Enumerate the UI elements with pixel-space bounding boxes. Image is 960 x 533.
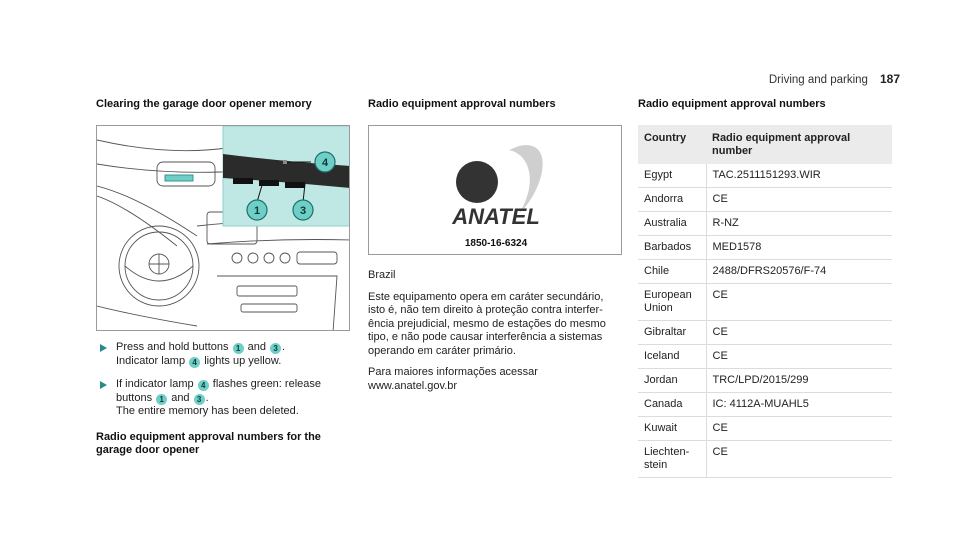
step2-result: The entire memory has been deleted. [116, 405, 299, 417]
button-1-badge: 1 [233, 343, 244, 354]
instruction-step-2 [96, 378, 350, 419]
cell-approval-number: TAC.2511151293.WIR [706, 164, 892, 188]
table-row [638, 321, 892, 345]
callout-4 [315, 152, 335, 172]
page-number: 187 [879, 72, 900, 86]
step1-line1: Press and hold buttons 1 and 3 . [116, 341, 286, 353]
cell-approval-number: CE [706, 441, 892, 478]
page-header [769, 72, 900, 86]
table-row [638, 345, 892, 369]
svg-text:1850-16-6324: 1850-16-6324 [464, 238, 528, 249]
car-interior-drawing [97, 126, 350, 331]
table-row [638, 369, 892, 393]
heading-approval-numbers-table: Radio equipment approval numbers [638, 98, 826, 110]
cell-country: Liechten-stein [638, 441, 706, 478]
button-3-badge: 3 [194, 394, 205, 405]
table-row [638, 417, 892, 441]
table-row [638, 260, 892, 284]
cell-country: Barbados [638, 236, 706, 260]
heading-clearing-memory: Clearing the garage door opener memory [96, 98, 312, 110]
table-header-row [638, 125, 892, 164]
cell-country: Chile [638, 260, 706, 284]
instruction-step-1 [96, 341, 350, 368]
cell-approval-number: CE [706, 321, 892, 345]
callout-3 [293, 200, 313, 220]
callout-1 [247, 200, 267, 220]
cell-approval-number: IC: 4112A-MUAHL5 [706, 393, 892, 417]
lamp-4-badge: 4 [189, 357, 200, 368]
cell-approval-number: CE [706, 345, 892, 369]
heading-approval-garage: Radio equipment approval numbers for the garage door opener [96, 430, 321, 456]
cell-country: Kuwait [638, 417, 706, 441]
garage-opener-illustration [96, 125, 350, 331]
cell-country: Jordan [638, 369, 706, 393]
button-3-badge: 3 [270, 343, 281, 354]
cell-approval-number: MED1578 [706, 236, 892, 260]
table-row [638, 441, 892, 478]
lamp-4-badge: 4 [198, 380, 209, 391]
table-row [638, 393, 892, 417]
step1-line2: Indicator lamp 4 lights up yellow. [116, 354, 282, 367]
column-brazil [368, 98, 622, 393]
cell-country: Australia [638, 212, 706, 236]
anatel-logo-icon [369, 126, 623, 256]
cell-approval-number: TRC/LPD/2015/299 [706, 369, 892, 393]
table-row [638, 188, 892, 212]
section-title: Driving and parking [768, 74, 868, 86]
cell-approval-number: 2488/DFRS20576/F-74 [706, 260, 892, 284]
svg-text:ANATEL: ANATEL [452, 204, 540, 229]
cell-approval-number: CE [706, 188, 892, 212]
country-label: Brazil [368, 269, 396, 281]
brazil-text [368, 269, 622, 393]
anatel-logo-box [368, 125, 622, 255]
cell-approval-number: CE [706, 417, 892, 441]
approval-table [638, 125, 892, 478]
cell-country: Gibraltar [638, 321, 706, 345]
cell-country: European Union [638, 284, 706, 321]
cell-approval-number: R-NZ [706, 212, 892, 236]
brazil-paragraph-1: Este equipamento opera em caráter secundário, isto é, não tem direito à proteção contra interfer-ência prejudicial, mesmo de estações do mesmo tipo, e não pode causar interferência a sistemas operando em caráter primário. [368, 290, 606, 357]
brazil-paragraph-2: Para maiores informações acessar www.anatel.gov.br [368, 366, 538, 392]
column-approval-table [638, 98, 892, 478]
cell-approval-number: CE [706, 284, 892, 321]
col-header-number: Radio equipment approval number [706, 125, 892, 164]
svg-text:3: 3 [299, 205, 307, 217]
heading-approval-numbers: Radio equipment approval numbers [368, 98, 556, 110]
svg-text:1: 1 [253, 205, 261, 217]
table-row [638, 164, 892, 188]
cell-country: Canada [638, 393, 706, 417]
step2-line1: If indicator lamp 4 flashes green: release buttons 1 and 3 . [116, 378, 321, 404]
cell-country: Andorra [638, 188, 706, 212]
step-arrow-icon [100, 344, 107, 352]
table-row [638, 284, 892, 321]
cell-country: Iceland [638, 345, 706, 369]
button-1-badge: 1 [156, 394, 167, 405]
anatel-url: www.anatel.gov.br [368, 379, 458, 392]
column-garage-door [96, 98, 350, 457]
cell-country: Egypt [638, 164, 706, 188]
table-row [638, 212, 892, 236]
step-arrow-icon [100, 381, 107, 389]
table-row [638, 236, 892, 260]
svg-text:4: 4 [321, 157, 329, 169]
col-header-country: Country [638, 125, 706, 164]
